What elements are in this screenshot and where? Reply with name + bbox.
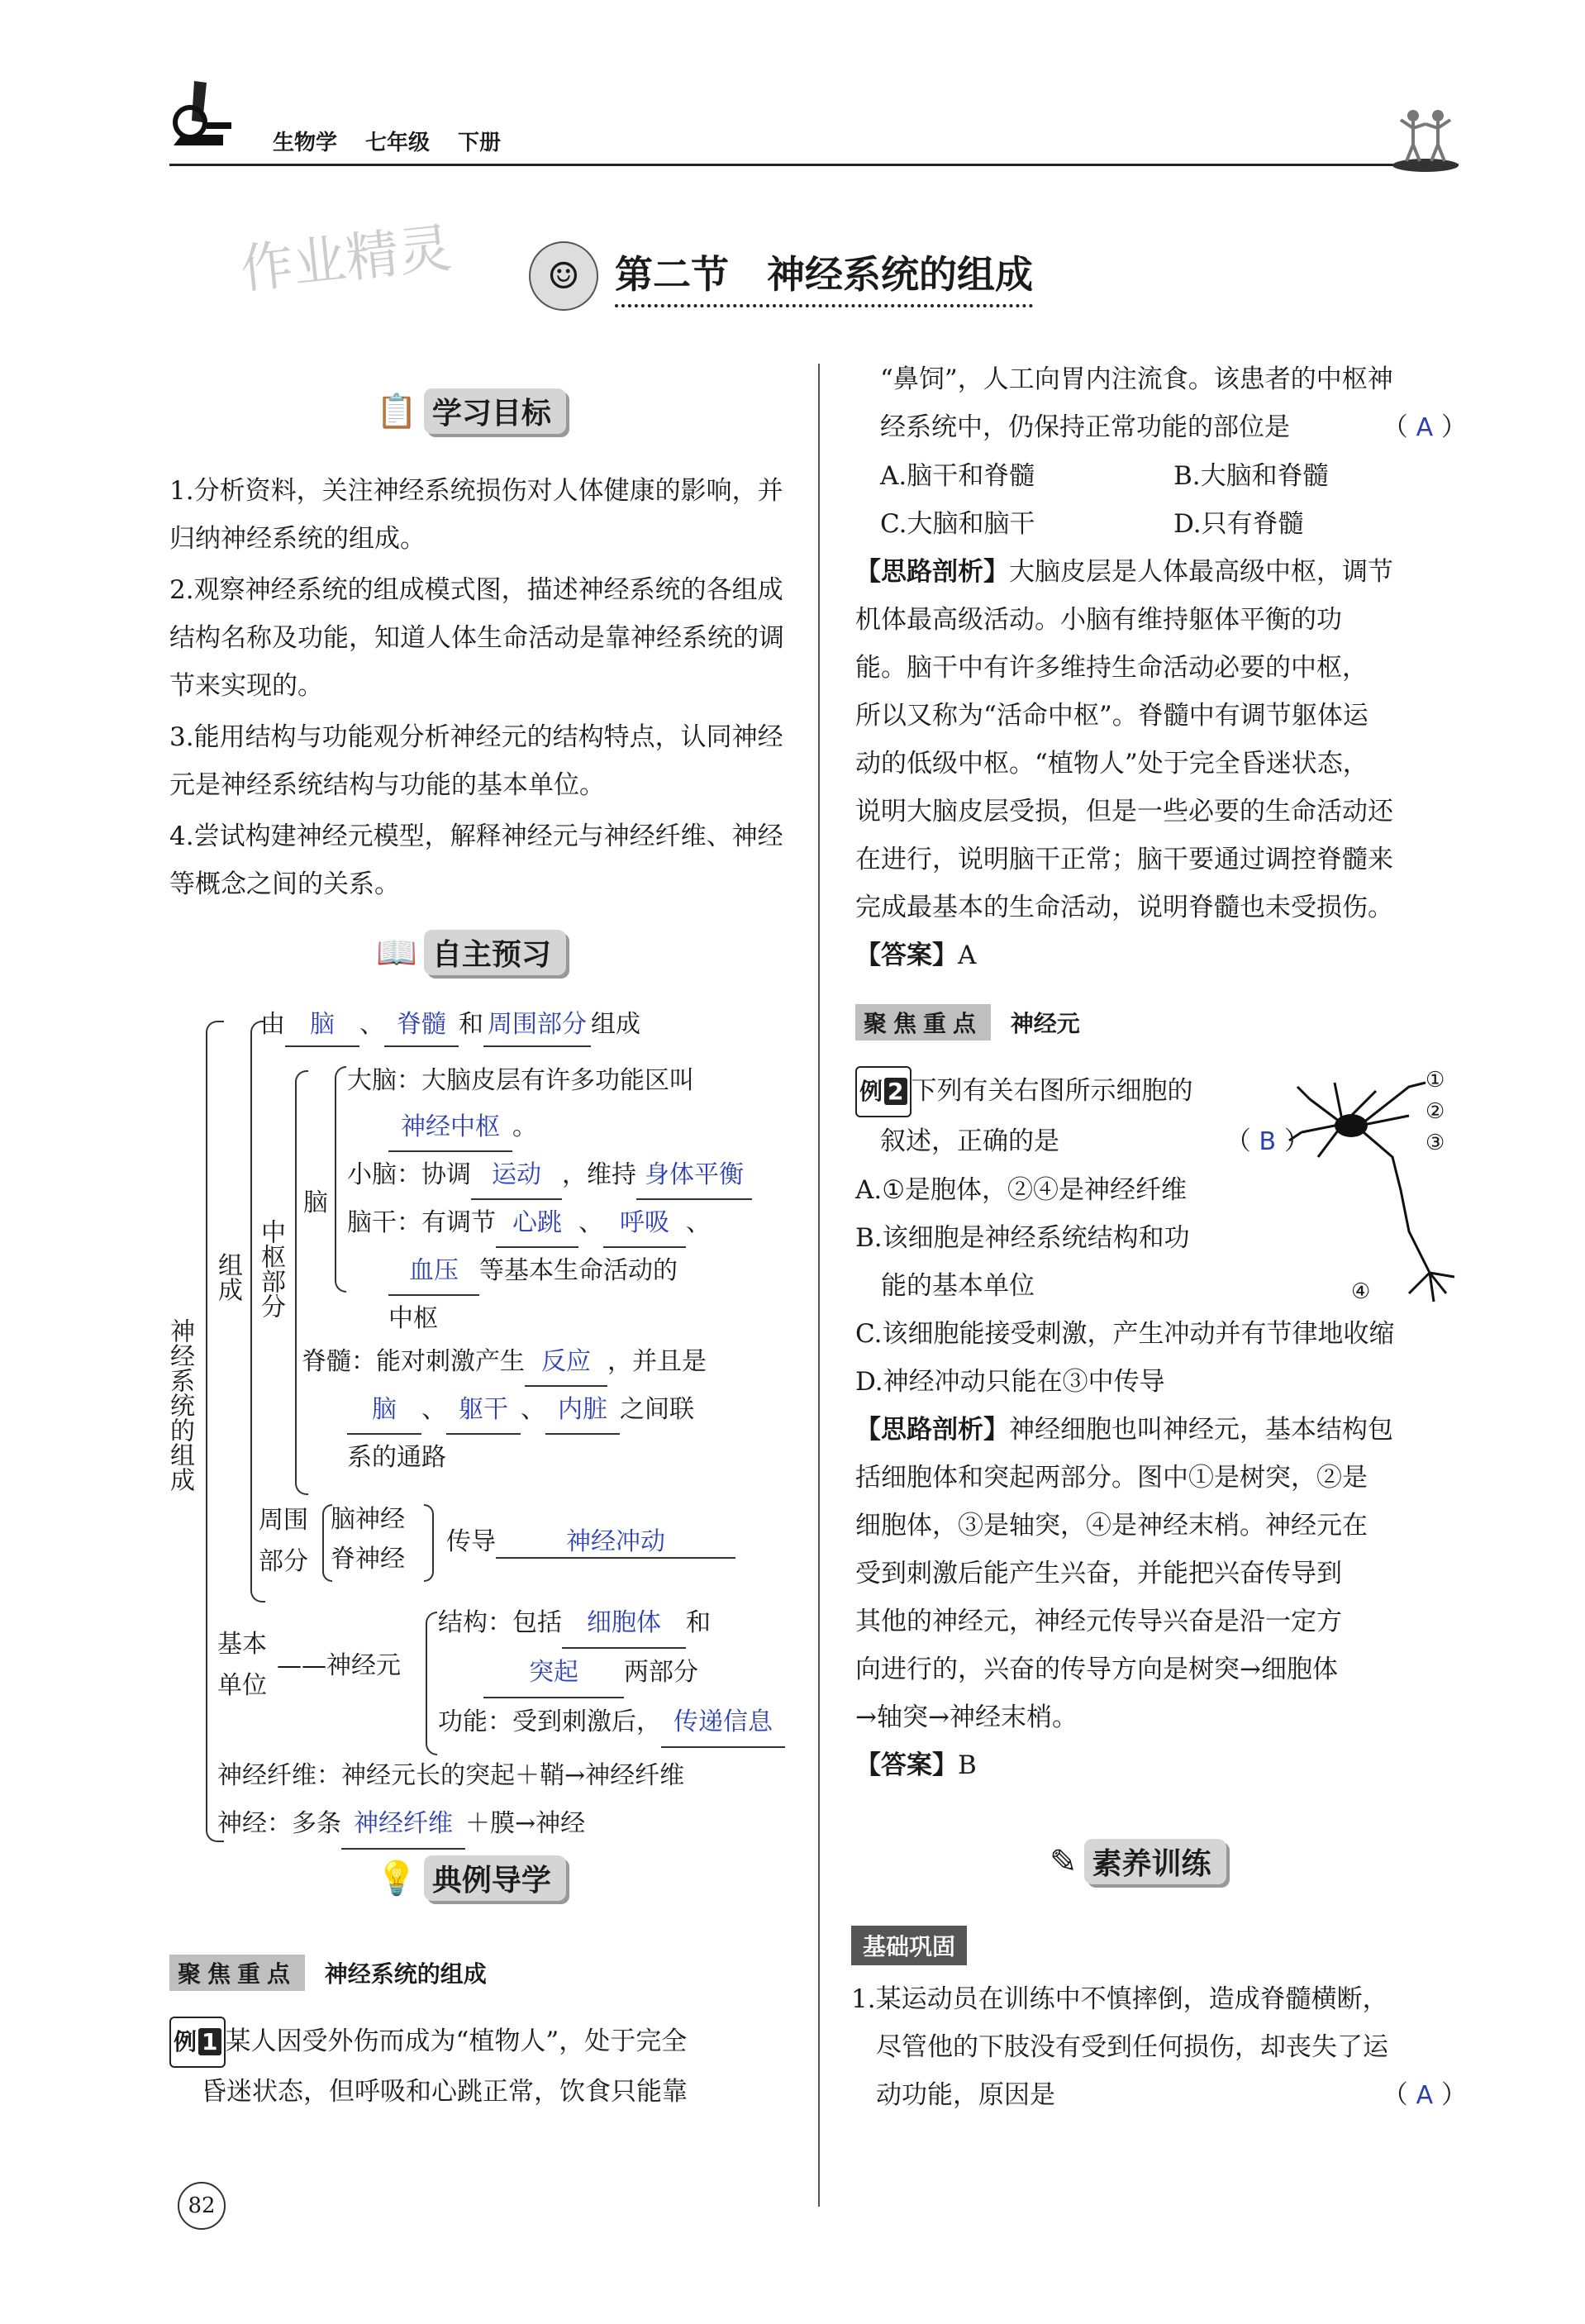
header-grade: 七年级 [365,131,431,155]
fig-label-4: ④ [1351,1279,1371,1304]
example-badge-2: 例 2 [855,1066,911,1117]
root-label: 神经系统的组成 [165,1318,194,1492]
answer-spinal: 脊髓 [397,1010,446,1039]
nao-label: 脑 [303,1188,328,1217]
watermark: 作业精灵 [237,217,455,302]
preview-heading: 自主预习 [424,930,566,975]
focus-topic-2: 神经元 [1010,1010,1080,1037]
answer-heart: 心跳 [512,1208,562,1237]
page-title: 第二节 神经系统的组成 [615,245,1033,307]
book-icon: 📖 [376,934,417,972]
fig-label-2: ② [1426,1099,1445,1124]
question1-answer: A [1416,2081,1434,2110]
jiben-label: 基本单位 [217,1630,267,1700]
zucheng-label: 组成 [213,1252,242,1302]
fig-label-3: ③ [1426,1131,1445,1155]
zhouwei-label: 周围部分 [259,1506,308,1576]
lightbulb-icon: 💡 [376,1860,417,1898]
goals-icon: 📋 [376,393,417,431]
answer-motion: 运动 [492,1160,541,1189]
goals-heading: 学习目标 [424,388,566,434]
neuron-figure [1285,1066,1475,1306]
pencil-icon: ✎ [1050,1842,1078,1881]
goal-item: 3.能用结构与功能观分析神经元的结构特点，认同神经元是神经系统结构与功能的基本单位。 [169,722,783,800]
answer-balance: 身体平衡 [645,1160,744,1189]
answer-bp: 血压 [409,1256,459,1285]
focus-topic-1: 神经系统的组成 [324,1960,487,1988]
header-rule [169,164,1459,166]
examples-heading: 典例导学 [424,1855,566,1901]
question-1: 1.某运动员在训练中不慎摔倒，造成脊髓横断， [851,1984,1388,2014]
goal-item: 4.尝试构建神经元模型，解释神经元与神经纤维、神经等概念之间的关系。 [169,821,783,899]
page-number: 82 [178,2182,226,2230]
answer-peripheral: 周围部分 [488,1010,587,1039]
fig-label-1: ① [1426,1068,1445,1093]
focus-tag: 聚焦重点 [169,1955,305,1991]
answer-impulse: 神经冲动 [566,1527,665,1556]
answer-reflex: 反应 [541,1347,591,1376]
header-volume: 下册 [458,131,502,155]
answer-organ: 内脏 [558,1395,607,1424]
answer-process: 突起 [529,1658,578,1687]
answer-brain: 脑 [310,1010,335,1039]
goals-list [169,467,789,908]
header-subject: 生物学 [273,131,338,155]
answer-trunk: 躯干 [459,1395,508,1424]
basic-tag: 基础巩固 [851,1926,967,1965]
answer-center: 神经中枢 [401,1112,500,1141]
goal-item: 1.分析资料，关注神经系统损伤对人体健康的影响，并归纳神经系统的组成。 [169,476,783,554]
column-divider [818,364,820,2207]
example2-answer: B [1259,1127,1277,1156]
answer-transmit: 传递信息 [674,1707,773,1736]
example-badge-1: 例 1 [169,2017,226,2068]
microscope-icon [157,73,240,155]
answer-body: 细胞体 [587,1608,661,1637]
answer-breath: 呼吸 [620,1208,669,1237]
goal-item: 2.观察神经系统的组成模式图，描述神经系统的各组成结构名称及功能，知道人体生命活动是靠神经系统的调节来实现的。 [169,575,784,701]
example1-answer: A [1416,413,1434,442]
zhongshu-label: 中枢部分 [256,1219,285,1318]
dancers-icon [1388,99,1463,174]
training-heading: 素养训练 [1084,1839,1226,1884]
answer-brain2: 脑 [372,1395,397,1424]
answer-fiber: 神经纤维 [354,1809,453,1838]
title-icon: ☺ [529,241,598,311]
concept-map: 神经系统的组成 组成 由 脑 、 脊髓 和 周围部分 组成 中枢部分 脑 大脑：大脑皮层有许多功能区叫 神经中枢 。 小脑：协调 运动 ，维持 身体平衡 脑干：有调节 心跳 、 呼吸 、 血压 等基本生命活动的 中枢 脊髓：能对刺激产生 反应 ，并且是 脑 、 躯干 、 内脏 之间联 系的通路 周围部分 脑神经 脊神经 传导 神经冲动 基本单位 ——神经元 结构：包括 细胞体 和 突起 两部分 功能：受到刺激后， 传递信息 神经纤维：神经元长的突起＋鞘→神经纤维 神经：多条 神经纤维 ＋膜→神经 [161,1004,806,1872]
